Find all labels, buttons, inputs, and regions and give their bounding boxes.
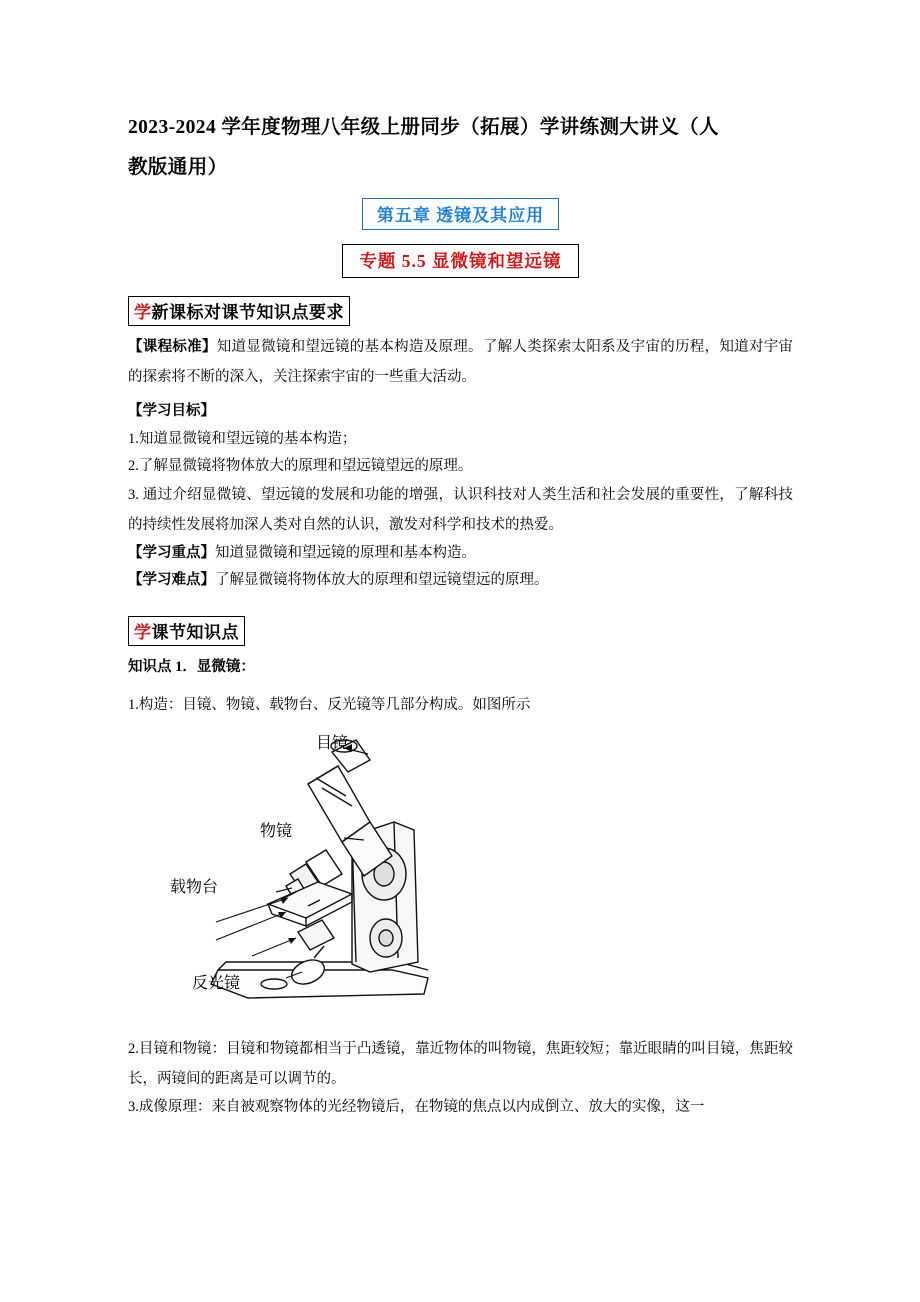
goal-item-2: 2.了解显微镜将物体放大的原理和望远镜望远的原理。 [128,458,473,474]
course-standard-text: 知道显微镜和望远镜的基本构造及原理。了解人类探索太阳系及宇宙的历程，知道对宇宙的探索将不断的深入，关注探索宇宙的一些重大活动。 [128,339,794,385]
chapter-banner [128,198,793,230]
key-point-text: 知道显微镜和望远镜的原理和基本构造。 [215,545,476,561]
difficulty-paragraph [128,567,793,594]
goals-lead-paragraph [128,396,793,426]
page-title-line-2: 教版通用） [128,157,228,178]
topic-banner-label: 专题 5.5 显微镜和望远镜 [342,244,578,278]
topic-banner [128,244,793,278]
figure-label-objective: 物镜 [260,823,293,840]
page-title [128,108,793,188]
knowledge-point-heading: 知识点 1．显微镜： [128,659,255,675]
difficulty-text: 了解显微镜将物体放大的原理和望远镜望远的原理。 [215,572,549,588]
section-glyph-xue: 学 [134,303,152,322]
course-standard-lead: 【课程标准】 [128,339,217,355]
section-heading-requirements-label: 新课标对课节知识点要求 [151,303,344,322]
difficulty-lead: 【学习难点】 [128,572,215,588]
document-body [128,108,793,1121]
section-heading-knowledge-label: 课节知识点 [151,623,239,642]
goals-lead: 【学习目标】 [128,403,215,419]
section-glyph-xue-2: 学 [134,623,152,642]
course-standard-paragraph [128,332,793,392]
figure-label-eyepiece: 目镜 [316,735,349,752]
goal-item-3: 3. 通过介绍显微镜、望远镜的发展和功能的增强，认识科技对人类生活和社会发展的重要性，了解科技的持续性发展将加深人类对自然的认识，激发对科学和技术的热爱。 [128,487,793,533]
microscope-figure [128,726,793,1026]
goal-item-1: 1.知道显微镜和望远镜的基本构造； [128,431,357,447]
figure-label-stage: 载物台 [170,879,219,896]
section-heading-requirements [128,296,793,326]
chapter-banner-label: 第五章 透镜及其应用 [362,198,559,230]
figure-label-mirror: 反光镜 [192,975,241,992]
key-point-paragraph [128,540,793,567]
page-title-line-1: 2023-2024 学年度物理八年级上册同步（拓展）学讲练测大讲义（人 [128,117,719,138]
knowledge-item-1: 1.构造：目镜、物镜、载物台、反光镜等几部分构成。如图所示 [128,697,531,713]
microscope-diagram [156,726,576,1026]
section-heading-knowledge [128,616,793,646]
knowledge-item-2: 2.目镜和物镜：目镜和物镜都相当于凸透镜，靠近物体的叫物镜，焦距较短；靠近眼睛的叫目镜，焦距较长，两镜间的距离是可以调节的。 [128,1041,793,1087]
knowledge-item-3: 3.成像原理：来自被观察物体的光经物镜后，在物镜的焦点以内成倒立、放大的实像，这一 [128,1099,705,1115]
key-point-lead: 【学习重点】 [128,545,215,561]
